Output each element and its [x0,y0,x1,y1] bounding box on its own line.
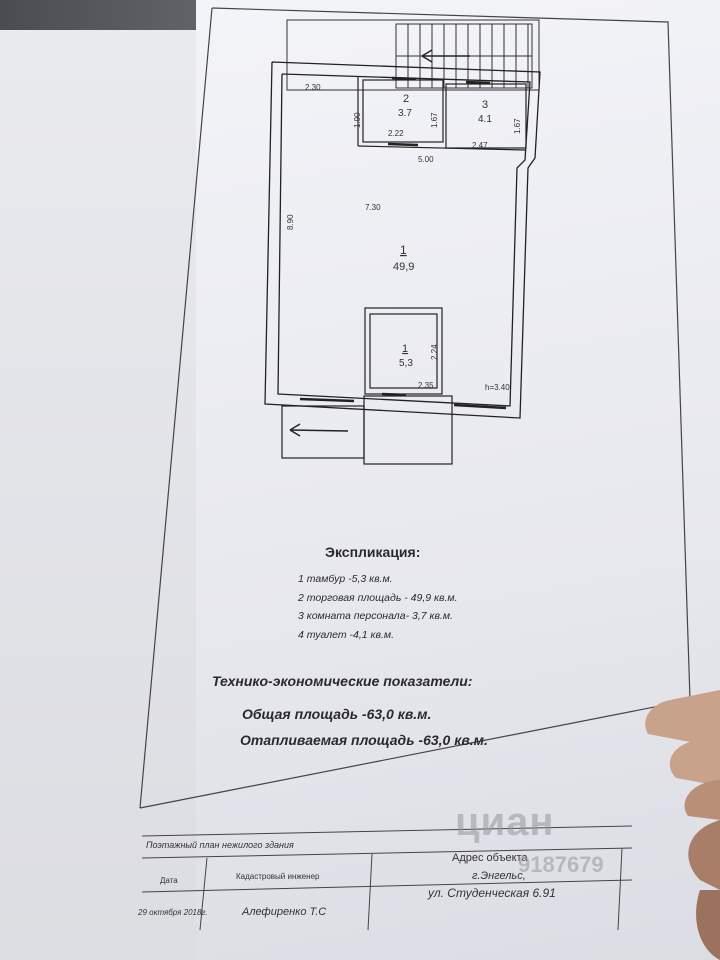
stamp-date-label: Дата [160,876,178,885]
room-2-area: 3.7 [398,108,412,119]
exit-arrow [290,424,348,436]
room-1-number: 1 [400,243,407,257]
explication-item: 1 тамбур -5,3 кв.м. [298,573,393,585]
stamp-address-label: Адрес объекта [452,852,528,864]
stamp-engineer-value: Алефиренко Т.С [242,906,327,918]
dim-2-35: 2.35 [418,381,434,390]
stamp-title: Поэтажный план нежилого здания [146,840,294,850]
room-height: h=3.40 [485,383,510,392]
dim-2-30: 2.30 [305,83,321,92]
watermark-number: 9187679 [518,852,604,877]
dim-1-90: 1.90 [353,112,362,128]
explication-item: 4 туалет -4,1 кв.м. [298,629,395,641]
heated-area: Отапливаемая площадь -63,0 кв.м. [240,732,488,748]
dim-2-47: 2.47 [472,141,488,150]
watermark-brand: циан [455,800,555,844]
dim-7-30: 7.30 [365,203,381,212]
room-3-number: 3 [482,99,489,111]
stair-arrow [422,50,470,62]
room-3-area: 4.1 [478,114,492,125]
dim-2-24: 2.24 [430,344,439,360]
dim-1-67-b: 1.67 [513,118,522,134]
dim-2-22: 2.22 [388,129,404,138]
stamp-date-value: 29 октября 2018г. [138,908,208,917]
hand-image [630,690,720,960]
dim-1-67-a: 1.67 [430,112,439,128]
room-1-area: 49,9 [393,261,415,273]
explication-item: 3 комната персонала- 3,7 кв.м. [298,610,453,622]
explication-title: Экспликация: [325,544,421,560]
stamp-street: ул. Студенческая 6.91 [428,886,556,900]
room-2-number: 2 [403,93,410,105]
total-area: Общая площадь -63,0 кв.м. [242,706,432,722]
dim-8-90: 8.90 [286,214,295,230]
tech-title: Технико-экономические показатели: [212,673,473,689]
vestibule-area: 5,3 [399,358,413,369]
dim-5-00: 5.00 [418,155,434,164]
stamp-engineer-label: Кадастровый инженер [236,872,320,881]
vestibule-number: 1 [402,343,409,355]
stamp-city: г.Энгельс, [472,870,526,882]
explication-item: 2 торговая площадь - 49,9 кв.м. [298,592,458,604]
